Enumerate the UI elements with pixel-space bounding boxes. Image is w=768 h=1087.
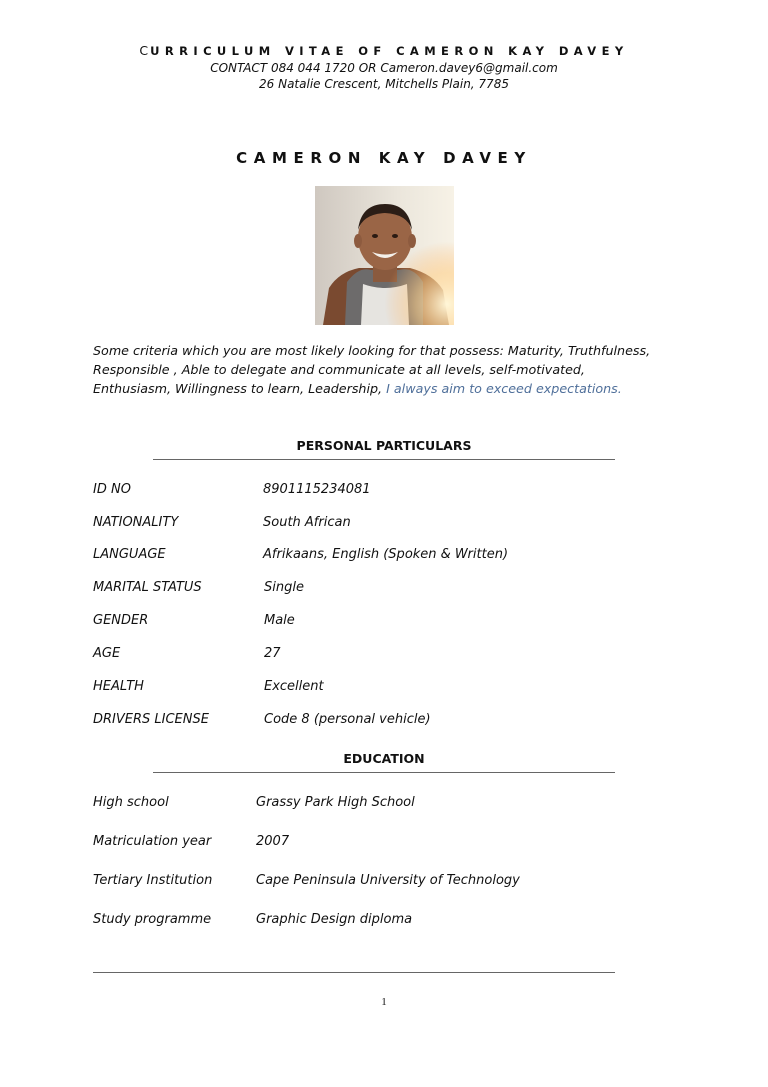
personal-value: Afrikaans, English (Spoken & Written): [263, 547, 509, 562]
education-label: Tertiary Institution: [93, 873, 213, 888]
summary-line-1: Some criteria which you are most likely looking for that possess: Maturity, Truthfulness,: [93, 343, 651, 358]
summary-line-3: [93, 379, 693, 398]
education-value: Grassy Park High School: [256, 795, 415, 810]
education-value: 2007: [256, 834, 290, 849]
summary-highlight: I always aim to exceed expectations.: [386, 381, 622, 396]
name-title: CAMERON KAY DAVEY: [236, 149, 532, 167]
education-label: High school: [93, 795, 169, 810]
personal-label: NATIONALITY: [93, 515, 179, 530]
education-label: Study programme: [93, 912, 212, 927]
personal-value: 27: [264, 646, 281, 661]
cv-header-title: [0, 43, 768, 58]
personal-value: Excellent: [264, 679, 324, 694]
personal-label: ID NO: [93, 482, 131, 497]
footer-divider: [93, 972, 615, 973]
cv-header-title-rest: URRICULUM VITAE OF CAMERON KAY DAVEY: [150, 44, 629, 58]
personal-value: Single: [264, 580, 304, 595]
page-number: 1: [381, 996, 387, 1008]
education-heading: EDUCATION: [343, 751, 425, 766]
education-label: Matriculation year: [93, 834, 212, 849]
contact-line: CONTACT 084 044 1720 OR Cameron.davey6@gmail.com: [210, 61, 558, 75]
personal-label: MARITAL STATUS: [93, 580, 202, 595]
personal-value: 8901115234081: [263, 482, 371, 497]
personal-label: LANGUAGE: [93, 547, 166, 562]
personal-label: DRIVERS LICENSE: [93, 712, 209, 727]
profile-photo: [315, 186, 454, 325]
cv-header-title-initial: C: [139, 43, 151, 58]
address-line: 26 Natalie Crescent, Mitchells Plain, 7785: [259, 77, 509, 91]
personal-value: Male: [264, 613, 295, 628]
summary-paragraph: [93, 341, 693, 398]
summary-line-3-text: Enthusiasm, Willingness to learn, Leadership,: [93, 381, 387, 396]
education-divider: [153, 772, 615, 773]
personal-label: GENDER: [93, 613, 149, 628]
personal-particulars-divider: [153, 459, 615, 460]
personal-value: South African: [263, 515, 351, 530]
personal-label: HEALTH: [93, 679, 144, 694]
personal-particulars-heading: PERSONAL PARTICULARS: [296, 438, 472, 453]
education-value: Graphic Design diploma: [256, 912, 413, 927]
education-value: Cape Peninsula University of Technology: [256, 873, 520, 888]
personal-label: AGE: [93, 646, 121, 661]
personal-value: Code 8 (personal vehicle): [264, 712, 431, 727]
summary-line-2: Responsible , Able to delegate and communicate at all levels, self-motivated,: [93, 362, 585, 377]
